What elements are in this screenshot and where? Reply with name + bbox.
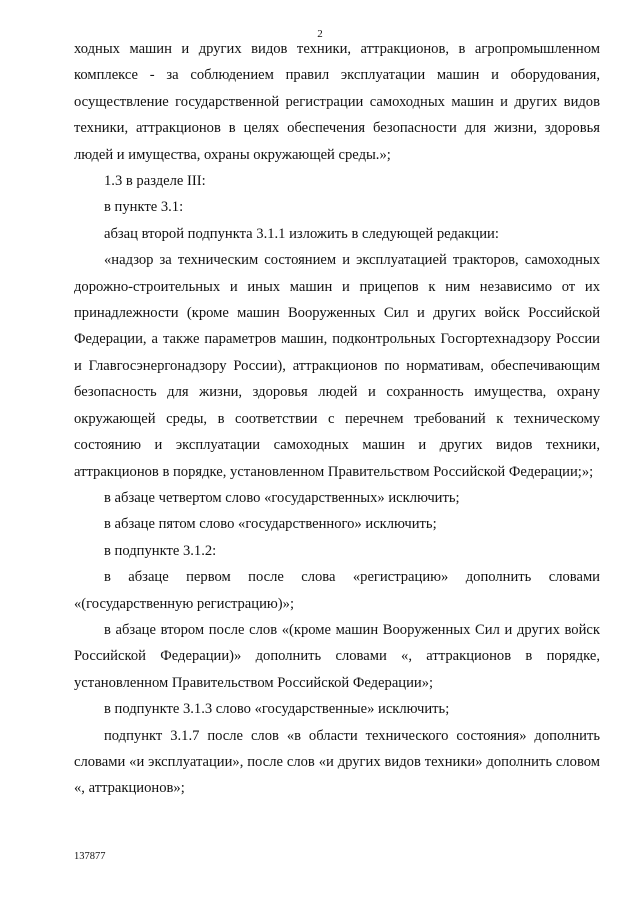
paragraph-quoted-text: «надзор за техническим состоянием и эксплуатацией тракторов, самоходных дорожно-строительных и иных машин и прицепов к ним независимо от их принадлежности (кроме машин Вооруженных Сил и других войск Российской Федерации, а также параметров машин, подконтрольных Госгортехнадзору России и Главгосэнергонадзору России), аттракционов по нормативам, обеспечивающим безопасность для жизни, здоровья людей и сохранность имущества, охрану окружающей среды, в соответствии с перечнем требований к техническому состоянию и эксплуатации самоходных машин и других видов техники, аттракционов в порядке, установленном Правительством Российской Федерации;»;: [74, 252, 600, 480]
paragraph-amendment: в абзаце четвертом слово «государственных» исключить;: [104, 489, 460, 506]
paragraph-amendment: в абзаце втором после слов «(кроме машин Вооруженных Сил и других войск Российской Федерации)» дополнить словами «, аттракционов в порядке, установленном Правительством Российской Федерации»;: [74, 621, 600, 691]
document-body: [74, 36, 600, 802]
paragraph-subitem-header: в подпункте 3.1.2:: [104, 542, 217, 559]
paragraph-continuation: ходных машин и других видов техники, аттракционов, в агропромышленном комплексе - за соблюдением правил эксплуатации машин и оборудования, осуществление государственной регистрации самоходных машин и других видов техники, аттракционов в целях обеспечения безопасности для жизни, здоровья людей и имущества, охраны окружающей среды.»;: [74, 41, 600, 163]
paragraph-amendment: подпункт 3.1.7 после слов «в области технического состояния» дополнить словами «и эксплуатации», после слов «и других видов техники» дополнить словом «, аттракционов»;: [74, 727, 600, 797]
paragraph-instruction: абзац второй подпункта 3.1.1 изложить в следующей редакции:: [104, 225, 499, 242]
paragraph-section-header: 1.3 в разделе III:: [104, 173, 206, 190]
paragraph-amendment: в абзаце пятом слово «государственного» исключить;: [104, 516, 437, 533]
paragraph-amendment: в подпункте 3.1.3 слово «государственные» исключить;: [104, 701, 450, 718]
paragraph-item-header: в пункте 3.1:: [104, 199, 184, 216]
paragraph-amendment: в абзаце первом после слова «регистрацию» дополнить словами «(государственную регистрацию)»;: [74, 569, 600, 612]
page-number: 2: [317, 28, 323, 40]
document-code: 137877: [74, 851, 106, 862]
